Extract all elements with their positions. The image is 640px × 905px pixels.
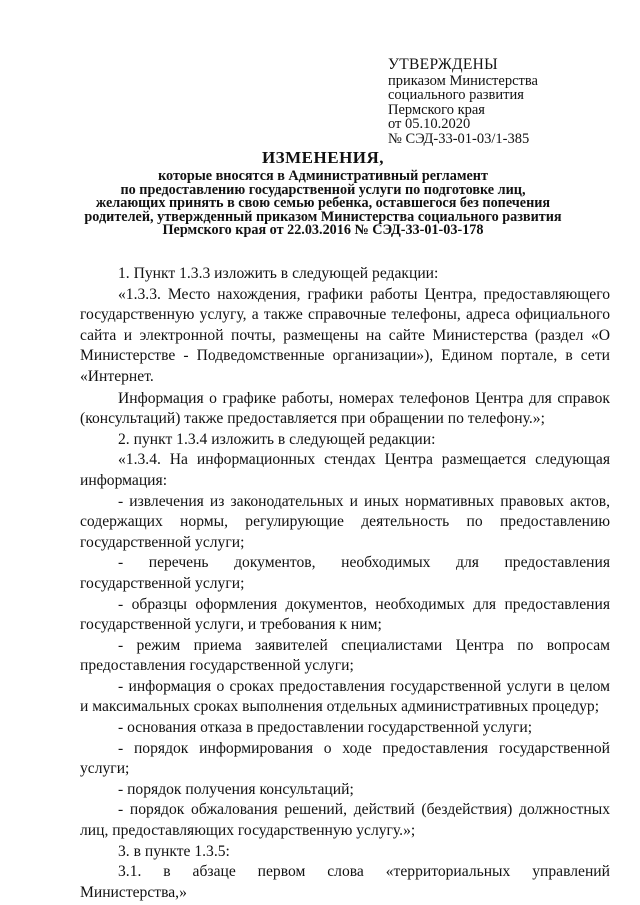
title-subtitle-line: которые вносятся в Административный регламент [158, 168, 488, 184]
approval-heading: УТВЕРЖДЕНЫ [388, 56, 498, 73]
title-subtitle-line: по предоставлению государственной услуги по подготовке лиц, [120, 181, 526, 198]
approval-line: социального развития [388, 87, 524, 103]
list-item: - информация о сроках предоставления государственной услуги в целом и максимальных сроках выполнения отдельных административных процедур; [80, 677, 610, 716]
list-item: - извлечения из законодательных и иных нормативных правовых актов, содержащих нормы, регулирующие деятельность по предоставлению государственной услуги; [80, 492, 610, 551]
document-title [78, 148, 568, 238]
list-item: - режим приема заявителей специалистами Центра по вопросам предоставления государственной услуги; [80, 636, 610, 675]
title-subtitle-line: родителей, утвержденный приказом Министерства социального развития [84, 208, 562, 225]
title-subtitle-line: Пермского края от 22.03.2016 № СЭД-33-01-03-178 [162, 222, 484, 239]
list-item: - порядок информирования о ходе предоставления государственной услуги; [80, 739, 610, 778]
approval-line: приказом Министерства [388, 72, 538, 89]
list-item: - перечень документов, необходимых для предоставления государственной услуги; [80, 554, 610, 592]
approval-line: Пермского края [388, 101, 485, 118]
list-item: - порядок обжалования решений, действий (бездействия) должностных лиц, предоставляющих государственную услугу.»; [80, 801, 610, 840]
approval-line: № СЭД-33-01-03/1-385 [388, 130, 530, 147]
approval-stamp [388, 58, 538, 146]
paragraph-5: «1.3.4. На информационных стендах Центра размещается следующая информация: [80, 451, 610, 489]
paragraph-2: «1.3.3. Место нахождения, графики работы Центра, предоставляющего государственную услугу, а также справочные телефоны, адреса официального сайта и электронной почты, размещены на сайте Министерства (раздел «О Министерстве - Подведомственные организации»), Едином портале, в сети «Интернет. [80, 285, 610, 385]
paragraph-section-3: 3. в пункте 1.3.5: [118, 842, 230, 860]
list-item: - образцы оформления документов, необходимых для предоставления государственной услуги, и требования к ним; [80, 595, 610, 634]
paragraph-section-3-1: 3.1. в абзаце первом слова «территориальных управлений Министерства,» [80, 863, 610, 901]
list-item: - порядок получения консультаций; [118, 780, 354, 798]
paragraph-4: 2. пункт 1.3.4 изложить в следующей редакции: [118, 430, 436, 448]
paragraph-3: Информация о графике работы, номерах телефонов Центра для справок (консультаций) также предоставляется при обращении по телефону.»; [80, 389, 610, 428]
approval-line: от 05.10.2020 [388, 116, 471, 132]
paragraph-1: 1. Пункт 1.3.3 изложить в следующей редакции: [118, 265, 439, 282]
list-item: - основания отказа в предоставлении государственной услуги; [118, 719, 533, 737]
title-subtitle-line: желающих принять в свою семью ребенка, оставшегося без попечения [95, 195, 551, 212]
document-body [80, 264, 610, 903]
title-main: ИЗМЕНЕНИЯ, [261, 148, 385, 167]
